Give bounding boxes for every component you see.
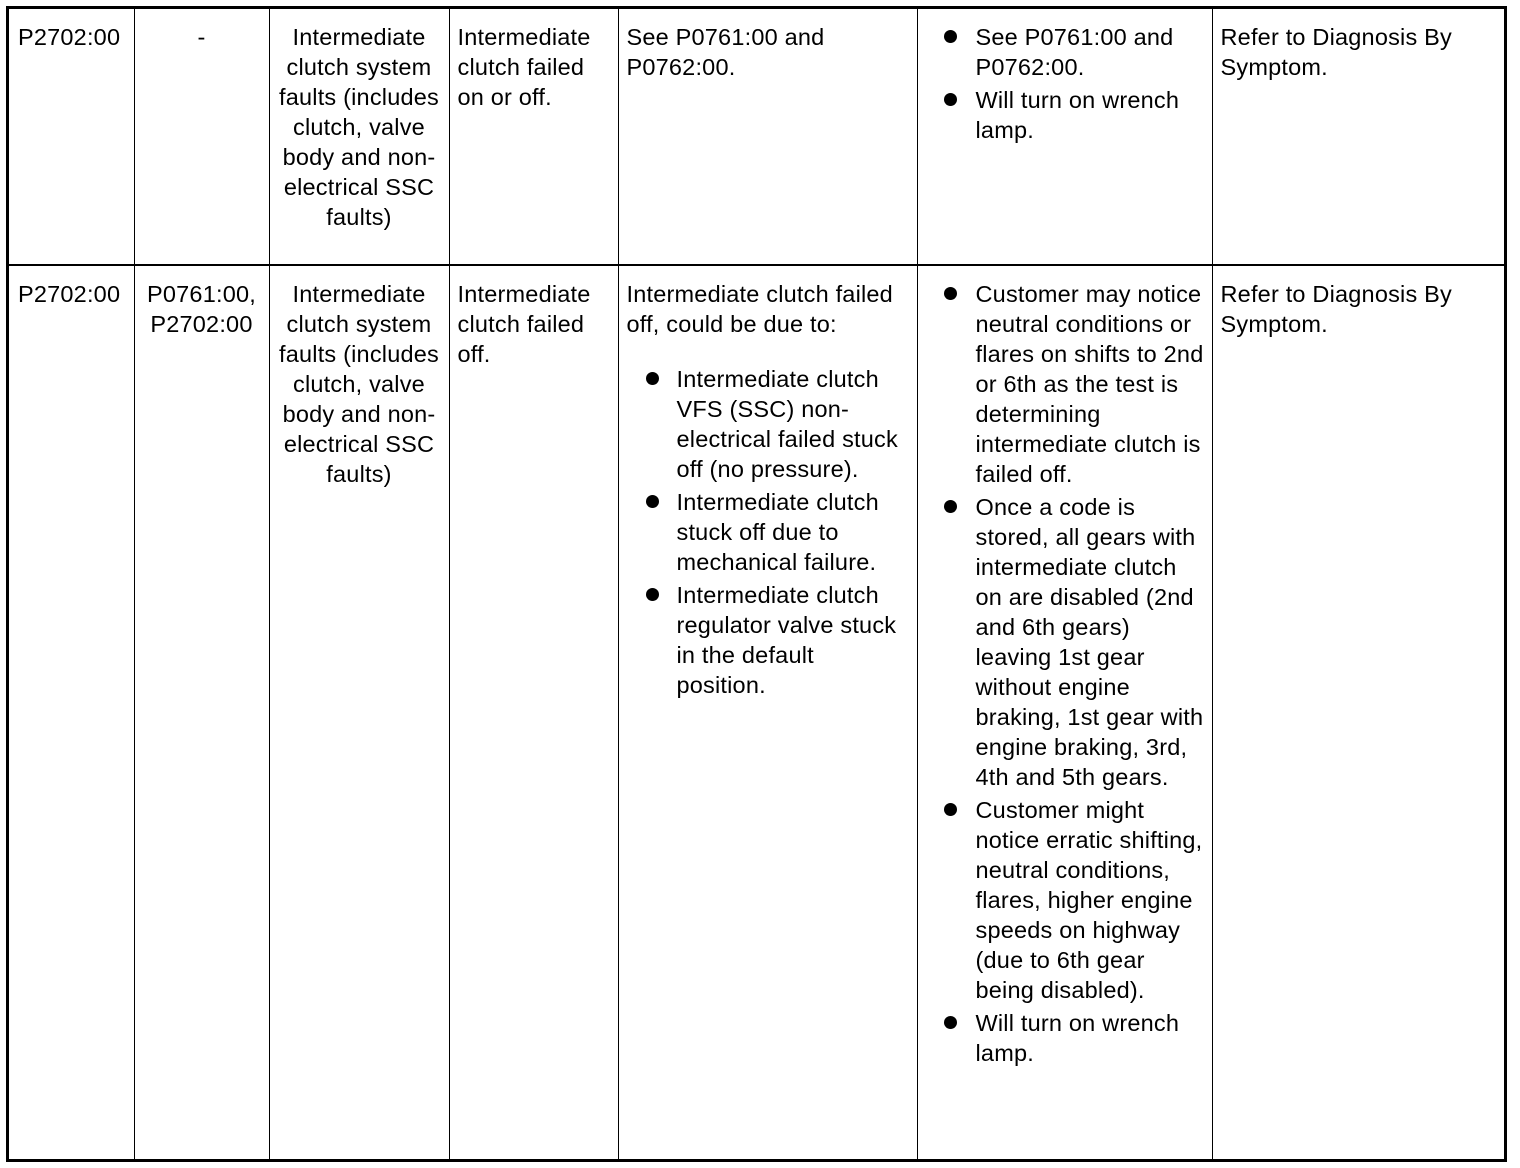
- condition-cell: Intermediate clutch failed off.: [449, 265, 618, 1159]
- list-item: Intermediate clutch regulator valve stuck in the default position.: [627, 580, 909, 700]
- list-item: Customer may notice neutral conditions or flares on shifts to 2nd or 6th as the test is determining intermediate clutch is failed off.: [926, 279, 1204, 489]
- symptoms-list: [926, 279, 1204, 1068]
- description-cell: Intermediate clutch system faults (includes clutch, valve body and non-electrical SSC faults): [269, 265, 449, 1159]
- description-cell: Intermediate clutch system faults (includes clutch, valve body and non-electrical SSC faults): [269, 9, 449, 265]
- action-cell: Refer to Diagnosis By Symptom.: [1220, 281, 1452, 337]
- possible-causes-list: [627, 364, 909, 700]
- action-cell: Refer to Diagnosis By Symptom.: [1212, 9, 1504, 265]
- dtc-table: [9, 9, 1504, 1159]
- table-row: [9, 265, 1504, 1159]
- list-item: Will turn on wrench lamp.: [926, 85, 1204, 145]
- dtc-table-frame: [6, 6, 1507, 1162]
- symptoms-list: [926, 22, 1204, 145]
- possible-causes-cell: [618, 265, 917, 1159]
- list-item: Intermediate clutch VFS (SSC) non-electrical failed stuck off (no pressure).: [627, 364, 909, 484]
- possible-causes-intro: Intermediate clutch failed off, could be due to:: [626, 281, 893, 337]
- related-dtcs-cell: P0761:00, P2702:00: [134, 265, 269, 1159]
- symptoms-cell: [917, 265, 1212, 1159]
- symptoms-cell: [917, 9, 1212, 265]
- dtc-code-cell: P2702:00: [9, 265, 134, 1159]
- possible-causes-cell: [618, 9, 917, 265]
- list-item: Intermediate clutch stuck off due to mechanical failure.: [627, 487, 909, 577]
- possible-causes-text: See P0761:00 and P0762:00.: [626, 24, 825, 80]
- related-dtcs-cell: -: [134, 9, 269, 265]
- list-item: Customer might notice erratic shifting, neutral conditions, flares, higher engine speeds on highway (due to 6th gear being disabled).: [926, 795, 1204, 1005]
- list-item: See P0761:00 and P0762:00.: [926, 22, 1204, 82]
- dtc-code-cell: P2702:00: [9, 9, 134, 265]
- list-item: Will turn on wrench lamp.: [926, 1008, 1204, 1068]
- list-item: Once a code is stored, all gears with intermediate clutch on are disabled (2nd and 6th gears) leaving 1st gear without engine braking, 1st gear with engine braking, 3rd, 4th and 5th gears.: [926, 492, 1204, 792]
- condition-cell: Intermediate clutch failed on or off.: [449, 9, 618, 265]
- table-row: [9, 9, 1504, 265]
